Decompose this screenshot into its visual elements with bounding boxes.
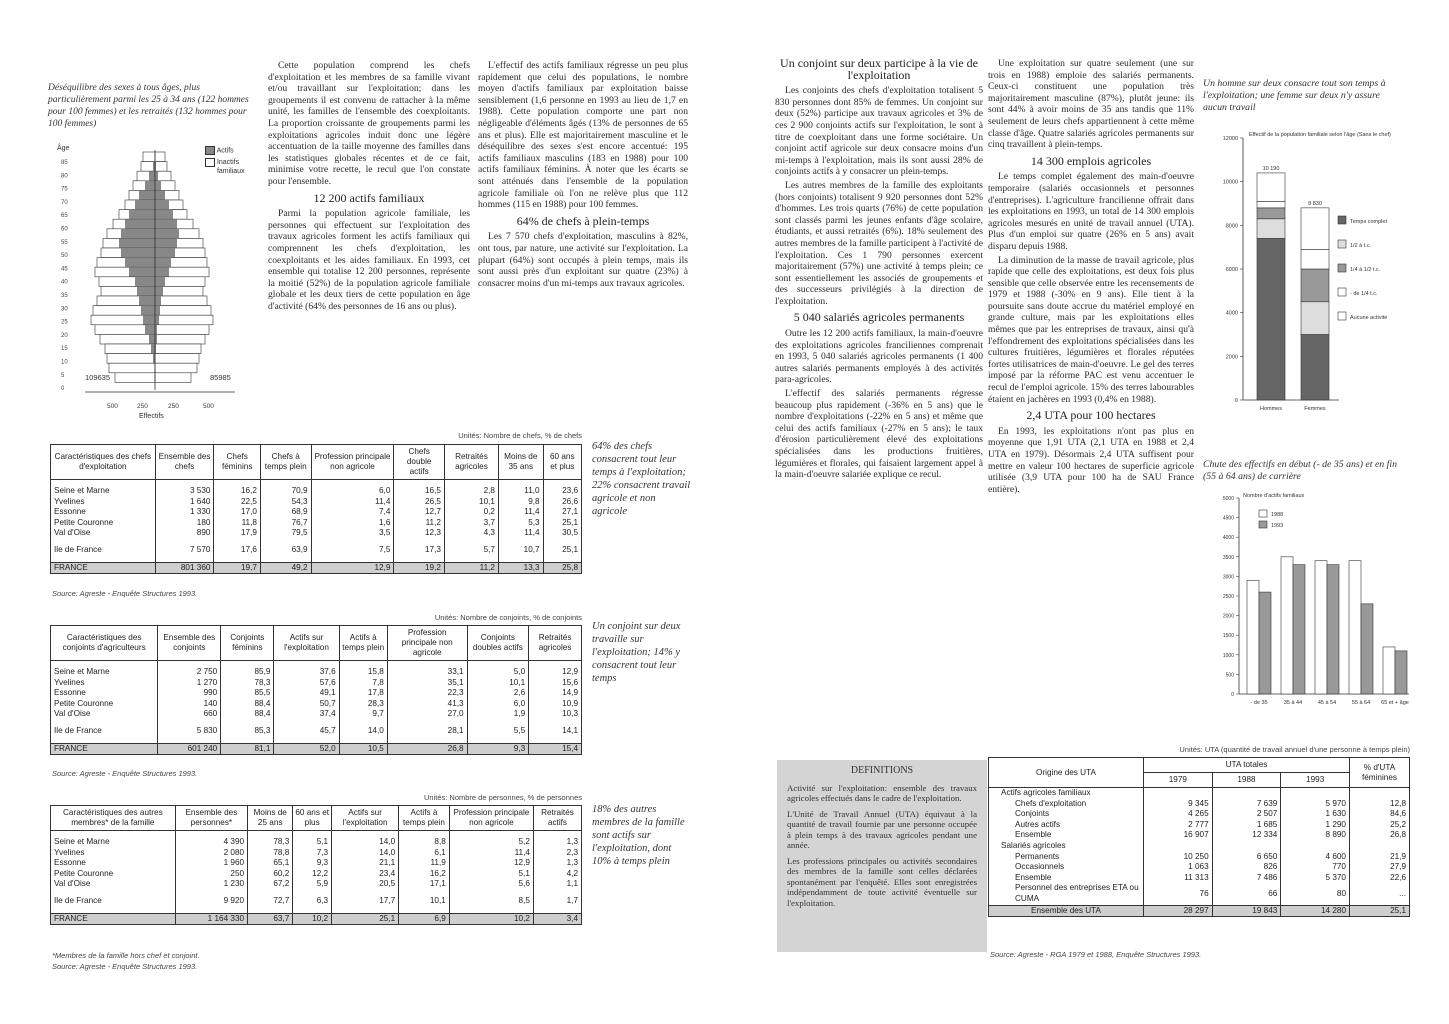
- chart2-ytick: 3000: [1222, 574, 1234, 581]
- chart1-category: Femmes: [1304, 406, 1326, 412]
- svg-text:500: 500: [203, 403, 214, 410]
- table-row: Salariés agricoles: [989, 841, 1410, 852]
- definitions-box: DEFINITIONS Activité sur l'exploitation: ensemble des travaux agricoles effectués dans le cadre de l'exploitation. L'Unité de Travail Annuel (UTA) équivaut à la quantité de travail fournie par une personne occupée à plein temps à des travaux agricoles pendant une année. Les professions principales ou activités secondaires des membres de la famille sont celles déclarées spontanément par l'enquêté. Elles sont enregistrées indépendamment de toute activité éventuelle sur l'exploitation.: [777, 760, 987, 952]
- age-pyramid: [55, 142, 265, 424]
- chart1-caption: Un homme sur deux consacre tout son temps à l'exploitation; une femme sur deux n'y assure aucun travail: [1203, 78, 1386, 113]
- chart1-ytick: 6000: [1225, 267, 1238, 273]
- chart2-bar: [1315, 561, 1327, 694]
- table-row: Personnel des entreprises ETA ou CUMA 76 66 80 ...: [989, 883, 1410, 905]
- chart1-ytick: 2000: [1225, 354, 1238, 361]
- left-column-1: Cette population comprend les chefs d'exploitation et les membres de sa famille vivant et/ou travaillant sur l'exploitation; dans les groupements il est convenu de rattacher à la même unité, les familles de l'ensemble des coexploitants. La proportion croissante de groupements parmi les exploitations agricoles induit donc une légère accentuation de la taille moyenne des familles dans les statistiques globales récentes et de ce fait, minimise votre recette, le recul que l'on constate pour l'ensemble. 12 200 actifs familiaux Parmi la population agricole familiale, les personnes qui effectuent sur l'exploitation des travaux agricoles forment les actifs familiaux qui comprennent les chefs d'exploitation, les coexploitants et les aides familiaux. En 1993, cet ensemble qui totalise 12 200 personnes, représente la moitié (52%) de la population agricole familiale globale et les deux tiers de cette population en âge d'activité (64% des personnes de 16 ans ou plus).: [268, 60, 470, 312]
- svg-text:45: 45: [61, 266, 68, 273]
- chart1-legend-swatch: [1338, 312, 1346, 320]
- chart2-category: 45 à 54: [1317, 700, 1337, 706]
- table1-source: Source: Agreste - Enquête Structures 1993.: [52, 589, 198, 598]
- table2-source: Source: Agreste - Enquête Structures 1993.: [52, 769, 198, 778]
- svg-text:15: 15: [61, 346, 68, 353]
- svg-text:60: 60: [61, 226, 68, 233]
- chart1-bar-segment: [1301, 302, 1329, 335]
- chart2-ytick: 4000: [1222, 535, 1234, 542]
- chart2-title: Nombre d'actifs familiaux: [1243, 493, 1305, 499]
- chart2-bar: [1293, 565, 1305, 694]
- chart1-bar-segment: [1257, 173, 1285, 201]
- chart2-category: 65 et + âge: [1381, 700, 1409, 706]
- table1-unit: Unités: Nombre de chefs, % de chefs: [458, 431, 582, 440]
- heading-salaries: 5 040 salariés agricoles permanents: [793, 310, 965, 325]
- chart1-bar-segment: [1257, 201, 1285, 208]
- table-row: Val d'Oise 890 17,9 79,5 3,5 12,3 4,3 11,4 30,5: [51, 528, 582, 539]
- chart2-bar: [1395, 651, 1407, 694]
- table-row: Petite Couronne 180 11,8 76,7 1,6 11,2 3,7 5,3 25,1: [51, 518, 582, 529]
- chart2-bar: [1281, 557, 1293, 694]
- table-autres-membres: Caractéristiques des autres membres* de la famille Ensemble des personnes* Moins de 25 ans 60 ans et plus Actifs sur l'exploitation Actifs à temps plein Profession principale non agricole Retraités actifs Seine et Marne 4 390 78,3 5,1 14,0 8,8 5,2 1,3 Yvelines 2 080 78,8 7,3 14,0 6,1 11,4 2,3 Essonne 1 960 65,1 9,3 21,1 11,9 12,9 1,3 Petite Couronne 250 60,2 12,2 23,4 16,2 5,1 4,2 Val d'Oise 1 230 67,2 5,9 20,5 17,1 5,6 1,1 Ile de France 9 920 72,7 6,3 17,7 10,1 8,5 1,7 FRANCE 1 164 330 63,7 10,2 25,1 6,9 10,2 3,4: [50, 805, 582, 925]
- chart1-legend-label: Temps complet: [1350, 219, 1387, 225]
- table-row: Ile de France 5 830 85,3 45,7 14,0 28,1 5,5 14,1: [51, 726, 582, 737]
- chart2-bar: [1361, 604, 1373, 694]
- svg-text:500: 500: [107, 403, 118, 410]
- table2-unit: Unités: Nombre de conjoints, % de conjoints: [434, 613, 582, 622]
- chart1-bar-segment: [1301, 269, 1329, 302]
- chart2-legend-label: 1993: [1271, 523, 1284, 529]
- table-row: Ensemble 16 907 12 334 8 890 26,8: [989, 830, 1410, 841]
- table3-unit: Unités: Nombre de personnes, % de personnes: [423, 793, 582, 802]
- svg-text:50: 50: [61, 253, 68, 260]
- heading-chefs-plein-temps: 64% de chefs à plein-temps: [516, 213, 650, 228]
- svg-text:0: 0: [61, 386, 65, 393]
- chart2-bar: [1247, 580, 1259, 694]
- chart1-category: Hommes: [1259, 406, 1283, 412]
- chart-actifs-familiaux-age: [1205, 488, 1415, 718]
- chart1-bar-segment: [1301, 208, 1329, 249]
- table-row: Val d'Oise 1 230 67,2 5,9 20,5 17,1 5,6 1,1: [51, 879, 582, 890]
- chart1-bar-segment: [1301, 335, 1329, 401]
- table-row: Yvelines 1 270 78,3 57,6 7,8 35,1 10,1 15,6: [51, 678, 582, 689]
- table1-sidenote: 64% des chefs consacrent tout leur temps à l'exploitation; 22% consacrent travail agricole et non agricole: [592, 441, 691, 517]
- table-row: Yvelines 2 080 78,8 7,3 14,0 6,1 11,4 2,3: [51, 848, 582, 859]
- svg-text:55: 55: [61, 239, 68, 246]
- chart2-ytick: 2000: [1222, 613, 1234, 620]
- chart2-legend-swatch: [1259, 521, 1267, 528]
- chart2-category: 55 à 64: [1351, 700, 1371, 706]
- svg-text:250: 250: [168, 403, 179, 410]
- heading-emplois: 14 300 emplois agricoles: [1030, 153, 1152, 168]
- chart1-legend-label: 1/2 à t.c.: [1350, 243, 1372, 249]
- chart2-ytick: 5000: [1222, 496, 1234, 502]
- chart2-ytick: 4500: [1222, 515, 1234, 522]
- chart2-ytick: 1500: [1222, 633, 1234, 640]
- table3-sidenote: 18% des autres membres de la famille sont actifs sur l'exploitation, dont 10% à temps plein: [592, 804, 685, 867]
- left-column-2: L'effectif des actifs familiaux régresse un peu plus rapidement que celui des populations, le nombre moyen d'actifs familiaux par exploitation baisse sensiblement (1,6 personne en 1993 au lieu de 1,7 en 1988). Cette population comporte une part non négligeable d'éléments âgés (13% de personnes de 65 ans et plus). Elle est majoritairement masculine et le déséquilibre des sexes s'est encore accentué: 195 actifs familiaux masculins (183 en 1988) pour 100 actifs familiaux féminins. À noter que les écarts se sont atténués dans l'ensemble de la population agricole familiale où l'on ne relève plus que 112 hommes (115 en 1988) pour 100 femmes. 64% de chefs à plein-temps Les 7 570 chefs d'exploitation, masculins à 82%, ont tous, par nature, une activité sur l'exploitation. La plupart (64%) sont occupés à plein temps, mais ils sont aussi près d'un exploitant sur quatre (23%) à consacrer moins d'un mi-temps aux travaux agricoles.: [478, 60, 688, 289]
- table-row: Occasionnels 1 063 826 770 27,9: [989, 862, 1410, 873]
- svg-text:10: 10: [61, 359, 68, 366]
- svg-text:65: 65: [61, 213, 68, 220]
- svg-text:40: 40: [61, 279, 68, 286]
- pyramid-left-count: 109635: [85, 373, 111, 382]
- chart1-legend-swatch: [1338, 264, 1346, 272]
- svg-text:80: 80: [61, 173, 68, 180]
- heading-conjoint: Un conjoint sur deux participe à la vie de l'exploitation: [780, 56, 978, 82]
- pyramid-right-count: 85985: [210, 373, 231, 382]
- table-row: Essonne 990 85,5 49,1 17,8 22,3 2,6 14,9: [51, 688, 582, 699]
- chart1-legend-swatch: [1338, 288, 1346, 296]
- table2-sidenote: Un conjoint sur deux travaille sur l'exploitation; 14% y consacrent tout leur temps: [592, 621, 681, 684]
- svg-text:30: 30: [61, 306, 68, 313]
- right-column-2: Une exploitation sur quatre seulement (une sur trois en 1988) emploie des salariés permanents. Ceux-ci constituent une population très majoritairement masculine (87%), plutôt jeune: ils sont 44% à avoir moins de 35 ans tandis que 11% seulement de leurs chefs appartiennent à cette même classe d'âge. Quatre salariés agricoles permanents sur cinq travaillent à plein-temps. 14 300 emplois agricoles Le temps complet également des main-d'oeuvre temporaire (salariés occasionnels et personnes d'entreprises). L'agriculture francilienne offrait dans les exploitations en 1993, un total de 14 300 emplois agricoles mesurés en unité de travail annuel (UTA). Plus d'un emploi sur quatre (26% en 5 ans) avait disparu depuis 1988. La diminution de la masse de travail agricole, plus rapide que celle des exploitations, est deux fois plus sensible que celle observée entre les recensements de 1979 et 1988 (-30% en 9 ans). Elle tient à la poursuite sans doute accrue du matériel employé en grande culture, mais par les exploitations elles mêmes que par les entreprises de travaux, ainsi qu'à l'effondrement des exploitations spécialisées dans les cultures fruitières, légumières et florales réputées fortes utilisatrices de main-d'oeuvre. Le gel des terres imposé par la réforme PAC est venu accentuer le recul de l'emploi agricole. 15% des terres labourables étaient en jachères en 1993 (0,4% en 1988). 2,4 UTA pour 100 hectares En 1993, les exploitations n'ont pas plus en moyenne que 1,91 UTA (2,1 UTA en 1988 et 2,4 UTA en 1979). Désormais 2,4 UTA suffisent pour mettre en valeur 100 hectares de superficie agricole utilisée (3,9 UTA pour 100 ha de SAU France entière).: [988, 58, 1194, 495]
- chart1-bar-segment: [1257, 208, 1285, 219]
- chart1-ytick: 8000: [1225, 223, 1238, 230]
- table-row: Actifs agricoles familiaux: [989, 788, 1410, 799]
- definitions-title: DEFINITIONS: [850, 765, 914, 776]
- chart1-legend-label: - de 1/4 t.c.: [1350, 291, 1378, 297]
- pyramid-legend: Actifs Inactifs familiaux: [205, 146, 257, 176]
- svg-text:5: 5: [61, 372, 65, 379]
- chart1-legend-swatch: [1338, 240, 1346, 248]
- chart2-legend-label: 1988: [1271, 512, 1284, 518]
- chart2-category: - de 35: [1250, 700, 1268, 706]
- table-row: Conjoints 4 265 2 507 1 630 84,6: [989, 809, 1410, 820]
- table-row: Seine et Marne 4 390 78,3 5,1 14,0 8,8 5,2 1,3: [51, 837, 582, 848]
- chart1-legend-label: 1/4 à 1/2 t.c.: [1350, 267, 1381, 273]
- chart2-bar: [1349, 561, 1361, 694]
- table-row: Essonne 1 960 65,1 9,3 21,1 11,9 12,9 1,3: [51, 858, 582, 869]
- heading-uta: 2,4 UTA pour 100 hectares: [1026, 408, 1156, 423]
- pyramid-xlabel: Effectifs: [139, 413, 164, 420]
- table-row: Chefs d'exploitation 9 345 7 639 5 970 12,8: [989, 799, 1410, 810]
- table-row: Seine et Marne 2 750 85,9 37,6 15,8 33,1 5,0 12,9: [51, 667, 582, 678]
- chart2-legend-swatch: [1259, 510, 1267, 517]
- chart2-bar: [1327, 565, 1339, 694]
- chart1-title: Effectif de la population familiale selon l'âge (Sans le chef): [1249, 132, 1391, 138]
- table-row: Autres actifs 2 777 1 685 1 290 25,2: [989, 820, 1410, 831]
- chart1-ytick: 4000: [1225, 310, 1238, 317]
- table-row: Essonne 1 330 17,0 68,9 7,4 12,7 0,2 11,4 27,1: [51, 507, 582, 518]
- chart2-bar: [1383, 647, 1395, 694]
- heading-actifs-familiaux: 12 200 actifs familiaux: [313, 190, 425, 205]
- svg-text:85: 85: [61, 160, 68, 166]
- table-uta: Origine des UTA UTA totales % d'UTA féminines 1979 1988 1993 Actifs agricoles familiaux Chefs d'exploitation 9 345 7 639 5 970 12,8 Conjoints 4 265 2 507 1 630 84,6 Autres actifs 2 777 1 685 1 290 25,2 Ensemble 16 907 12 334 8 890 26,8 Salariés agricoles Permanents 10 250 6 650 4 600 21,9 Occasionnels 1 063 826 770 27,9 Ensemble 11 313 7 486 5 370 22,6 Personnel des entreprises ETA ou CUMA 76 66 80 ... Ensemble des UTA 28 297 19 843 14 280 25,1: [988, 757, 1410, 917]
- table4-source: Source: Agreste - RGA 1979 et 1988, Enquête Structures 1993.: [990, 950, 1202, 959]
- table-row: Ensemble 11 313 7 486 5 370 22,6: [989, 873, 1410, 884]
- svg-text:25: 25: [61, 319, 68, 326]
- chart2-category: 35 à 44: [1283, 700, 1303, 706]
- chart1-bar-label: 10 190: [1262, 165, 1280, 172]
- chart1-ytick: 12000: [1222, 136, 1238, 142]
- table4-unit: Unités: UTA (quantité de travail annuel d'une personne à temps plein): [1179, 745, 1410, 754]
- chart2-ytick: 2500: [1222, 594, 1234, 600]
- table-row: FRANCE 801 360 19,7 49,2 12,9 19,2 11,2 13,3 25,8: [51, 562, 582, 574]
- chart1-ytick: 0: [1234, 398, 1238, 404]
- table-row: Petite Couronne 140 88,4 50,7 28,3 41,3 6,0 10,9: [51, 699, 582, 710]
- chart-population-familiale: [1205, 128, 1405, 418]
- table-row: Ile de France 7 570 17,6 63,9 7,5 17,3 5,7 10,7 25,1: [51, 545, 582, 556]
- pyramid-age-label: Âge: [57, 145, 70, 152]
- table-row: Yvelines 1 640 22,5 54,3 11,4 26,5 10,1 9,8 26,6: [51, 497, 582, 508]
- svg-text:250: 250: [137, 403, 148, 410]
- table3-note: *Membres de la famille hors chef et conjoint.: [52, 951, 200, 960]
- svg-text:70: 70: [61, 199, 68, 206]
- chart2-ytick: 0: [1231, 692, 1234, 698]
- chart1-bar-label: 8 830: [1308, 200, 1322, 207]
- chart1-legend-label: Aucune activité: [1350, 315, 1388, 321]
- chart2-caption: Chute des effectifs en début (- de 35 ans) et en fin (55 à 64 ans) de carrière: [1203, 459, 1397, 482]
- table3-source: Source: Agreste - Enquête Structures 1993.: [52, 962, 198, 971]
- table-row: FRANCE 601 240 81,1 52,0 10,5 26,8 9,3 15,4: [51, 743, 582, 755]
- chart1-legend-swatch: [1338, 216, 1346, 224]
- table-conjoints: Caractéristiques des conjoints d'agriculteurs Ensemble des conjoints Conjoints féminins Actifs sur l'exploitation Actifs à temps plein Profession principale non agricole Conjoints doubles actifs Retraités agricoles Seine et Marne 2 750 85,9 37,6 15,8 33,1 5,0 12,9 Yvelines 1 270 78,3 57,6 7,8 35,1 10,1 15,6 Essonne 990 85,5 49,1 17,8 22,3 2,6 14,9 Petite Couronne 140 88,4 50,7 28,3 41,3 6,0 10,9 Val d'Oise 660 88,4 37,4 9,7 27,0 1,9 10,3 Ile de France 5 830 85,3 45,7 14,0 28,1 5,5 14,1 FRANCE 601 240 81,1 52,0 10,5 26,8 9,3 15,4: [50, 625, 582, 755]
- table-row: Val d'Oise 660 88,4 37,4 9,7 27,0 1,9 10,3: [51, 709, 582, 720]
- table-row: Seine et Marne 3 530 16,2 70,9 6,0 16,5 2,8 11,0 23,6: [51, 486, 582, 497]
- right-column-1: Un conjoint sur deux participe à la vie de l'exploitation Les conjoints des chefs d'exploitation totalisent 5 830 personnes dont 85% de femmes. Un conjoint sur deux (52%) participe aux travaux agricoles et 3% de ces 2 900 conjoints actifs sur l'exploitation, le sont à titre de coexploitant dans une forme sociétaire. Un conjoint actif agricole sur deux consacre moins d'un mi-temps à l'exploitation, mais ils sont aussi 28% de conjoints actifs à y consacrer un plein-temps. Les autres membres de la famille des exploitants (hors conjoints) totalisent 9 920 personnes dont 52% d'hommes. Les trois quarts (76%) de cette population sont classés parmi les jeunes enfants d'âge scolaire, étudiants, et aussi retraités (6%). 18% seulement des autres membres de la famille participent à l'activité de l'exploitation. Ces 1 790 personnes exercent majoritairement (57%) une activité à temps plein; ce sont essentiellement les associés de groupements et des successeurs privilégiés à la direction de l'exploitation. 5 040 salariés agricoles permanents Outre les 12 200 actifs familiaux, la main-d'oeuvre des exploitations agricoles franciliennes comprenait en 1993, 5 040 salariés agricoles permanents (1 400 autres salariés permanents employés à des activités para-agricoles. L'effectif des salariés permanents régresse beaucoup plus rapidement (-36% en 5 ans) que le nombre d'exploitations (-22% en 5 ans) et même que celui des actifs familiaux (-27% en 5 ans); le taux d'érosion particulièrement élevé des exploitations spécialisées dans les productions fruitières, légumières et florales, qui faisaient largement appel à la main-d'oeuvre salariée explique ce recul.: [775, 56, 983, 481]
- table-row: Petite Couronne 250 60,2 12,2 23,4 16,2 5,1 4,2: [51, 869, 582, 880]
- table-row: Permanents 10 250 6 650 4 600 21,9: [989, 852, 1410, 863]
- svg-text:35: 35: [61, 293, 68, 299]
- table-row-total: Ensemble des UTA 28 297 19 843 14 280 25,1: [989, 905, 1410, 917]
- table-chefs: Caractéristiques des chefs d'exploitation Ensemble des chefs Chefs féminins Chefs à temps plein Profession principale non agricole Chefs double actifs Retraités agricoles Moins de 35 ans 60 ans et plus Seine et Marne 3 530 16,2 70,9 6,0 16,5 2,8 11,0 23,6 Yvelines 1 640 22,5 54,3 11,4 26,5 10,1 9,8 26,6 Essonne 1 330 17,0 68,9 7,4 12,7 0,2 11,4 27,1 Petite Couronne 180 11,8 76,7 1,6 11,2 3,7 5,3 25,1 Val d'Oise 890 17,9 79,5 3,5 12,3 4,3 11,4 30,5 Ile de France 7 570 17,6 63,9 7,5 17,3 5,7 10,7 25,1 FRANCE 801 360 19,7 49,2 12,9 19,2 11,2 13,3 25,8: [50, 444, 582, 574]
- chart1-ytick: 10000: [1222, 179, 1238, 186]
- pyramid-caption: Déséquilibre des sexes à tous âges, plus particulièrement parmi les 25 à 34 ans (122 hommes pour 100 femmes) et les retraités (132 hommes pour 100 femmes): [48, 83, 249, 129]
- table-row: FRANCE 1 164 330 63,7 10,2 25,1 6,9 10,2 3,4: [51, 913, 582, 925]
- svg-text:20: 20: [61, 332, 68, 339]
- svg-text:75: 75: [61, 186, 68, 193]
- chart2-ytick: 1000: [1222, 652, 1234, 659]
- chart1-bar-segment: [1257, 219, 1285, 239]
- chart2-ytick: 500: [1225, 672, 1234, 679]
- chart1-bar-segment: [1257, 238, 1285, 400]
- table-row: Ile de France 9 920 72,7 6,3 17,7 10,1 8,5 1,7: [51, 896, 582, 907]
- chart2-bar: [1259, 592, 1271, 694]
- chart2-ytick: 3500: [1222, 554, 1234, 561]
- chart1-bar-segment: [1301, 249, 1329, 269]
